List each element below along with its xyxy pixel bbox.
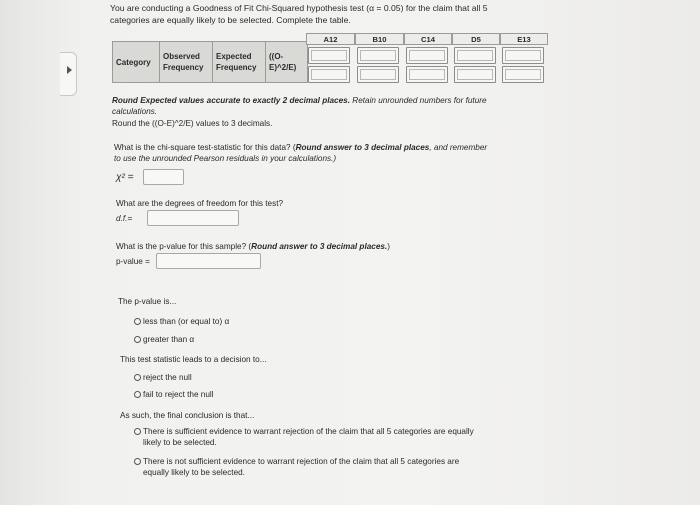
p-value-question (116, 241, 390, 252)
residual-input-d5[interactable] (454, 66, 496, 83)
column-header-d5: D5 (452, 33, 500, 45)
p-value-label: p-value = (116, 257, 150, 266)
expected-header (213, 42, 266, 82)
p-question-end: ) (387, 242, 390, 251)
column-header-e13: E13 (500, 33, 548, 45)
chevron-right-icon[interactable] (67, 66, 72, 74)
round-expected-bold: Round Expected values accurate to exactly 2 decimal places. (112, 96, 350, 105)
observed-header-line1: Observed (163, 52, 200, 61)
round-residual-instruction: Round the ((O-E)^2/E) values to 3 decimals. (112, 119, 273, 128)
residual-input-a12[interactable] (308, 66, 350, 83)
chi-question-end: , and remember (429, 143, 488, 152)
category-header-label: Category (116, 57, 151, 67)
radio-not-sufficient-evidence[interactable] (134, 458, 141, 465)
round-expected-line2: calculations. (112, 107, 158, 116)
column-header-c14: C14 (404, 33, 452, 45)
chi-square-input[interactable] (143, 169, 184, 185)
option-not-sufficient-evidence[interactable] (143, 456, 459, 478)
residual-header-line1: ((O- (269, 52, 284, 61)
chi-square-question (114, 142, 487, 153)
not-sufficient-line1: There is not sufficient evidence to warrant rejection of the claim that all 5 categories are (143, 457, 460, 466)
observed-header (160, 42, 213, 82)
radio-fail-to-reject[interactable] (134, 391, 141, 398)
round-expected-rest: Retain unrounded numbers for future (350, 96, 487, 105)
column-header-a12: A12 (306, 33, 355, 45)
intro-text (110, 3, 488, 26)
expected-header-line1: Expected (216, 52, 252, 61)
p-compare-prompt: The p-value is... (118, 297, 177, 306)
side-panel-tab[interactable] (60, 52, 77, 96)
intro-line-2: categories are equally likely to be selected. Complete the table. (110, 14, 351, 25)
chi-question-start: What is the chi-square test-statistic for this data? ( (114, 143, 296, 152)
not-sufficient-line2: equally likely to be selected. (143, 468, 245, 477)
chi-question-bold: Round answer to 3 decimal places (295, 143, 430, 152)
option-less-than-alpha[interactable]: less than (or equal to) α (143, 317, 230, 326)
expected-input-e13[interactable] (502, 47, 544, 64)
expected-input-b10[interactable] (357, 47, 399, 64)
decision-prompt: This test statistic leads to a decision to... (120, 355, 267, 364)
expected-input-a12[interactable] (308, 47, 350, 64)
residual-input-b10[interactable] (357, 66, 399, 83)
radio-reject-null[interactable] (134, 374, 141, 381)
option-sufficient-evidence[interactable] (143, 426, 474, 448)
expected-input-d5[interactable] (454, 47, 496, 64)
chi-square-label: χ² = (116, 172, 134, 183)
intro-line-1: You are conducting a Goodness of Fit Chi-Squared hypothesis test (α = 0.05) for the claim that all 5 (110, 3, 488, 13)
option-reject-null[interactable]: reject the null (143, 373, 192, 382)
option-fail-to-reject[interactable]: fail to reject the null (143, 390, 214, 399)
df-label: d.f.= (116, 214, 133, 223)
sufficient-line1: There is sufficient evidence to warrant rejection of the claim that all 5 categories are equally (143, 427, 474, 436)
residual-header (266, 42, 307, 82)
residual-input-c14[interactable] (406, 66, 448, 83)
conclusion-prompt: As such, the final conclusion is that... (120, 411, 255, 420)
radio-less-than-alpha[interactable] (134, 318, 141, 325)
expected-header-line2: Frequency (216, 63, 257, 72)
sufficient-line2: likely to be selected. (143, 438, 217, 447)
column-header-b10: B10 (355, 33, 404, 45)
p-question-bold: Round answer to 3 decimal places. (251, 242, 388, 251)
df-question: What are the degrees of freedom for this test? (116, 199, 284, 208)
df-input[interactable] (147, 210, 239, 226)
residual-input-e13[interactable] (502, 66, 544, 83)
round-expected-instruction (112, 95, 487, 106)
chi-square-question-line2: to use the unrounded Pearson residuals in your calculations.) (114, 154, 337, 163)
radio-greater-than-alpha[interactable] (134, 336, 141, 343)
residual-header-line2: E)^2/E) (269, 63, 297, 72)
p-value-input[interactable] (156, 253, 261, 269)
table-header-block (112, 41, 308, 83)
category-header (113, 42, 160, 82)
expected-input-c14[interactable] (406, 47, 448, 64)
observed-header-line2: Frequency (163, 63, 204, 72)
option-greater-than-alpha[interactable]: greater than α (143, 335, 195, 344)
p-question-start: What is the p-value for this sample? ( (116, 242, 252, 251)
frequency-table (112, 33, 548, 89)
radio-sufficient-evidence[interactable] (134, 428, 141, 435)
